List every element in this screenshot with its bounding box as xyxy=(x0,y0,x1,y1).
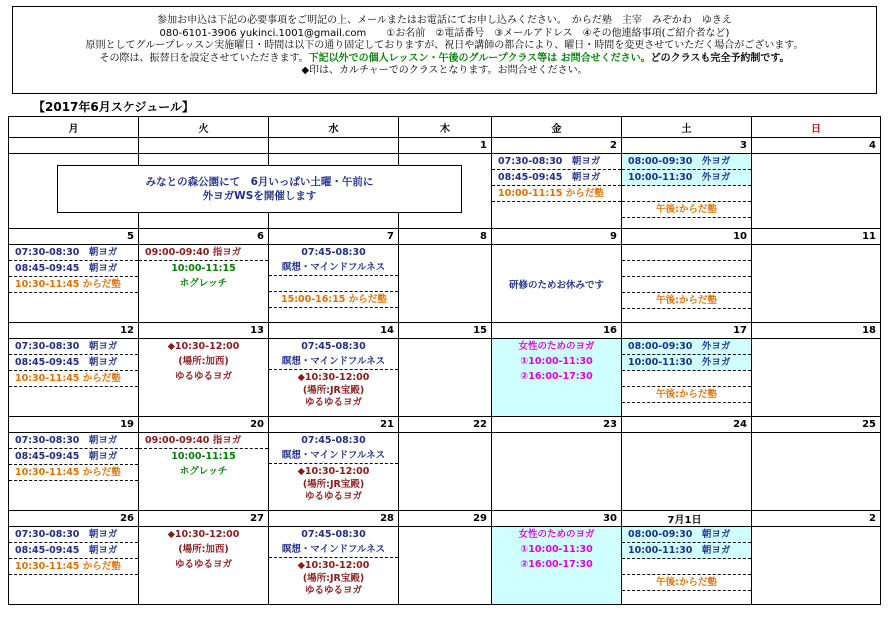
event-item: 08:45-09:45 朝ヨガ xyxy=(9,261,138,277)
day-cell-mon-26 xyxy=(9,527,139,605)
date-cell: 27 xyxy=(139,511,269,527)
banner-line-1: みなとの森公園にて 6月いっぱい土曜・午前に xyxy=(145,176,374,188)
notice-line-4b: 下記以外での個人レッスン・午後のグループクラス等は お問合せください。 xyxy=(308,52,651,64)
event-item: 08:00-09:30 外ヨガ xyxy=(622,339,751,355)
event-item: ①10:00-11:30 xyxy=(520,356,593,367)
date-row xyxy=(9,229,881,245)
date-cell: 16 xyxy=(492,323,622,339)
date-cell: 30 xyxy=(492,511,622,527)
date-cell: 14 xyxy=(269,323,399,339)
park-yoga-banner xyxy=(57,165,462,213)
event-item: ②16:00-17:30 xyxy=(520,559,593,570)
event-item: 午後:からだ塾 xyxy=(622,387,751,403)
day-cell-wed-7 xyxy=(269,245,399,323)
event-item: (場所:JR宝殿) xyxy=(302,573,365,584)
event-item: 瞑想・マインドフルネス xyxy=(269,542,398,558)
event-item: 10:00-11:15 からだ塾 xyxy=(492,186,621,202)
weekday-wed: 水 xyxy=(269,117,399,138)
date-cell: 22 xyxy=(399,417,492,433)
day-cell-mon-12 xyxy=(9,339,139,417)
notice-line-5: ◆印は、カルチャーでのクラスとなります。お問合せください。 xyxy=(301,65,588,76)
event-item: ②16:00-17:30 xyxy=(520,371,593,382)
date-cell: 13 xyxy=(139,323,269,339)
date-cell: 7月1日 xyxy=(622,511,752,527)
event-row xyxy=(9,245,881,323)
event-item: ①10:00-11:30 xyxy=(520,544,593,555)
day-cell xyxy=(399,245,492,323)
event-spacer xyxy=(622,371,751,387)
event-item: 15:00-16:15 からだ塾 xyxy=(269,292,398,308)
day-cell xyxy=(752,433,881,511)
day-cell-tue-6 xyxy=(139,245,269,323)
date-cell: 18 xyxy=(752,323,881,339)
day-cell-sat-17 xyxy=(622,339,752,417)
weekday-thu: 木 xyxy=(399,117,492,138)
event-item: 10:30-11:45 からだ塾 xyxy=(9,465,138,481)
weekday-mon: 月 xyxy=(9,117,139,138)
event-item: 07:30-08:30 朝ヨガ xyxy=(9,245,138,261)
date-cell: 28 xyxy=(269,511,399,527)
event-item: 10:00-11:30 外ヨガ xyxy=(622,170,751,186)
date-cell: 7 xyxy=(269,229,399,245)
event-spacer xyxy=(622,277,751,293)
day-cell-wed-14 xyxy=(269,339,399,417)
event-row xyxy=(9,433,881,511)
event-spacer xyxy=(622,186,751,202)
day-cell xyxy=(622,433,752,511)
date-cell: 2 xyxy=(492,138,622,154)
event-spacer xyxy=(622,559,751,575)
event-item: 瞑想・マインドフルネス xyxy=(269,448,398,464)
day-cell-sat-3 xyxy=(622,154,752,229)
event-item: 08:45-09:45 朝ヨガ xyxy=(492,170,621,186)
event-item: 07:45-08:30 xyxy=(301,247,366,258)
date-cell: 19 xyxy=(9,417,139,433)
event-item: 10:00-11:30 外ヨガ xyxy=(622,355,751,371)
event-item: 午後:からだ塾 xyxy=(622,293,751,309)
weekday-sun: 日 xyxy=(752,117,881,138)
event-spacer xyxy=(622,245,751,261)
weekday-header-row xyxy=(9,117,881,138)
notice-contact-line: 080-6101-3906 yukinci.1001@gmail.com ①お名前 ②電話番号 ③メールアドレス ④その他連絡事項(ご紹介者など) xyxy=(159,27,730,39)
date-row xyxy=(9,511,881,527)
date-cell xyxy=(269,138,399,154)
day-cell-tue-20 xyxy=(139,433,269,511)
day-cell-tue-13 xyxy=(139,339,269,417)
event-row xyxy=(9,339,881,417)
date-cell: 4 xyxy=(752,138,881,154)
notice-line-1: 参加お申込は下記の必要事項をご明記の上、メールまたはお電話にてお申し込みください。 からだ塾 主宰 みぞかわ ゆきえ xyxy=(157,15,732,26)
event-item: 09:00-09:40 指ヨガ xyxy=(139,433,268,449)
date-cell: 10 xyxy=(622,229,752,245)
weekday-fri: 金 xyxy=(492,117,622,138)
event-item: ◆10:30-12:00 xyxy=(167,529,240,540)
date-cell: 26 xyxy=(9,511,139,527)
notice-line-4a: その際は、振替日を設定させていただきます。 xyxy=(99,52,309,64)
day-cell-mon-19 xyxy=(9,433,139,511)
event-item: 10:00-11:15 xyxy=(171,451,236,462)
event-item: ◆10:30-12:00 xyxy=(297,466,370,477)
notice-line-4 xyxy=(13,53,876,66)
day-cell xyxy=(752,339,881,417)
event-item: 10:00-11:15 xyxy=(171,263,236,274)
date-cell: 15 xyxy=(399,323,492,339)
event-item: 午後:からだ塾 xyxy=(622,202,751,218)
event-item: 07:45-08:30 xyxy=(301,435,366,446)
event-spacer xyxy=(622,261,751,277)
day-cell-wed-28 xyxy=(269,527,399,605)
notice-box xyxy=(12,6,877,94)
weekday-sat: 土 xyxy=(622,117,752,138)
date-cell: 3 xyxy=(622,138,752,154)
date-cell: 17 xyxy=(622,323,752,339)
event-item: ホグレッチ xyxy=(179,278,228,289)
event-item: ◆10:30-12:00 xyxy=(297,372,370,383)
event-item: 10:30-11:45 からだ塾 xyxy=(9,277,138,293)
event-item: 女性のためのヨガ xyxy=(518,529,595,540)
event-item: 08:00-09:30 朝ヨガ xyxy=(622,527,751,543)
date-cell: 24 xyxy=(622,417,752,433)
event-item: 08:45-09:45 朝ヨガ xyxy=(9,355,138,371)
day-cell xyxy=(399,433,492,511)
event-item: ホグレッチ xyxy=(179,466,228,477)
event-item: 瞑想・マインドフルネス xyxy=(269,260,398,276)
date-cell: 9 xyxy=(492,229,622,245)
event-row xyxy=(9,527,881,605)
event-item: 07:30-08:30 朝ヨガ xyxy=(9,433,138,449)
event-item: 10:30-11:45 からだ塾 xyxy=(9,559,138,575)
day-cell xyxy=(492,433,622,511)
date-cell: 12 xyxy=(9,323,139,339)
event-item: (場所:JR宝殿) xyxy=(302,385,365,396)
day-cell-fri-2 xyxy=(492,154,622,229)
event-item: 瞑想・マインドフルネス xyxy=(269,354,398,370)
day-cell-fri-30 xyxy=(492,527,622,605)
banner-line-2: 外ヨガWSを開催します xyxy=(202,190,317,202)
event-item: ゆるゆるヨガ xyxy=(304,585,362,596)
date-cell xyxy=(9,138,139,154)
event-item: (場所:加西) xyxy=(178,544,229,555)
event-item: 08:00-09:30 外ヨガ xyxy=(622,154,751,170)
event-item: 午後:からだ塾 xyxy=(622,575,751,591)
date-cell: 5 xyxy=(9,229,139,245)
date-cell: 29 xyxy=(399,511,492,527)
event-item: ゆるゆるヨガ xyxy=(304,491,362,502)
event-item: 08:45-09:45 朝ヨガ xyxy=(9,543,138,559)
day-cell-mon-5 xyxy=(9,245,139,323)
notice-line-4c: どのクラスも完全予約制です。 xyxy=(650,52,790,64)
event-spacer xyxy=(269,276,398,292)
day-cell xyxy=(752,527,881,605)
day-cell xyxy=(752,154,881,229)
weekday-tue: 火 xyxy=(139,117,269,138)
day-cell-fri-16 xyxy=(492,339,622,417)
event-item: 女性のためのヨガ xyxy=(518,341,595,352)
date-cell xyxy=(139,138,269,154)
date-row xyxy=(9,417,881,433)
date-row xyxy=(9,138,881,154)
day-cell-tue-27 xyxy=(139,527,269,605)
date-cell: 8 xyxy=(399,229,492,245)
notice-line-3: 原則としてグループレッスン実施曜日・時間は以下の通り固定しておりますが、祝日や講師の都合により、曜日・時間を変更させていただく場合がございます。 xyxy=(85,40,804,51)
day-cell xyxy=(752,245,881,323)
date-cell: 2 xyxy=(752,511,881,527)
event-item: ゆるゆるヨガ xyxy=(174,371,232,382)
event-item: ゆるゆるヨガ xyxy=(174,559,232,570)
date-cell: 1 xyxy=(399,138,492,154)
event-item: (場所:加西) xyxy=(178,356,229,367)
date-cell: 21 xyxy=(269,417,399,433)
day-cell-wed-21 xyxy=(269,433,399,511)
event-item: 10:00-11:30 朝ヨガ xyxy=(622,543,751,559)
event-item: 07:30-08:30 朝ヨガ xyxy=(492,154,621,170)
day-cell-fri-9 xyxy=(492,245,622,323)
day-cell-sat-10 xyxy=(622,245,752,323)
event-item: ◆10:30-12:00 xyxy=(297,560,370,571)
date-row xyxy=(9,323,881,339)
event-item: 07:30-08:30 朝ヨガ xyxy=(9,339,138,355)
event-item: 07:30-08:30 朝ヨガ xyxy=(9,527,138,543)
day-cell xyxy=(399,339,492,417)
schedule-title: 【2017年6月スケジュール】 xyxy=(33,100,195,114)
day-cell-sat-7-1 xyxy=(622,527,752,605)
event-item: ゆるゆるヨガ xyxy=(304,397,362,408)
date-cell: 23 xyxy=(492,417,622,433)
date-cell: 20 xyxy=(139,417,269,433)
event-item: 07:45-08:30 xyxy=(301,529,366,540)
date-cell: 6 xyxy=(139,229,269,245)
event-item: 07:45-08:30 xyxy=(301,341,366,352)
event-item: ◆10:30-12:00 xyxy=(167,341,240,352)
event-item: 09:00-09:40 指ヨガ xyxy=(139,245,268,261)
event-item: 08:45-09:45 朝ヨガ xyxy=(9,449,138,465)
event-item: 10:30-11:45 からだ塾 xyxy=(9,371,138,387)
event-item: (場所:JR宝殿) xyxy=(302,479,365,490)
date-cell: 25 xyxy=(752,417,881,433)
day-cell xyxy=(399,527,492,605)
closed-notice: 研修のためお休みです xyxy=(508,280,604,291)
date-cell: 11 xyxy=(752,229,881,245)
